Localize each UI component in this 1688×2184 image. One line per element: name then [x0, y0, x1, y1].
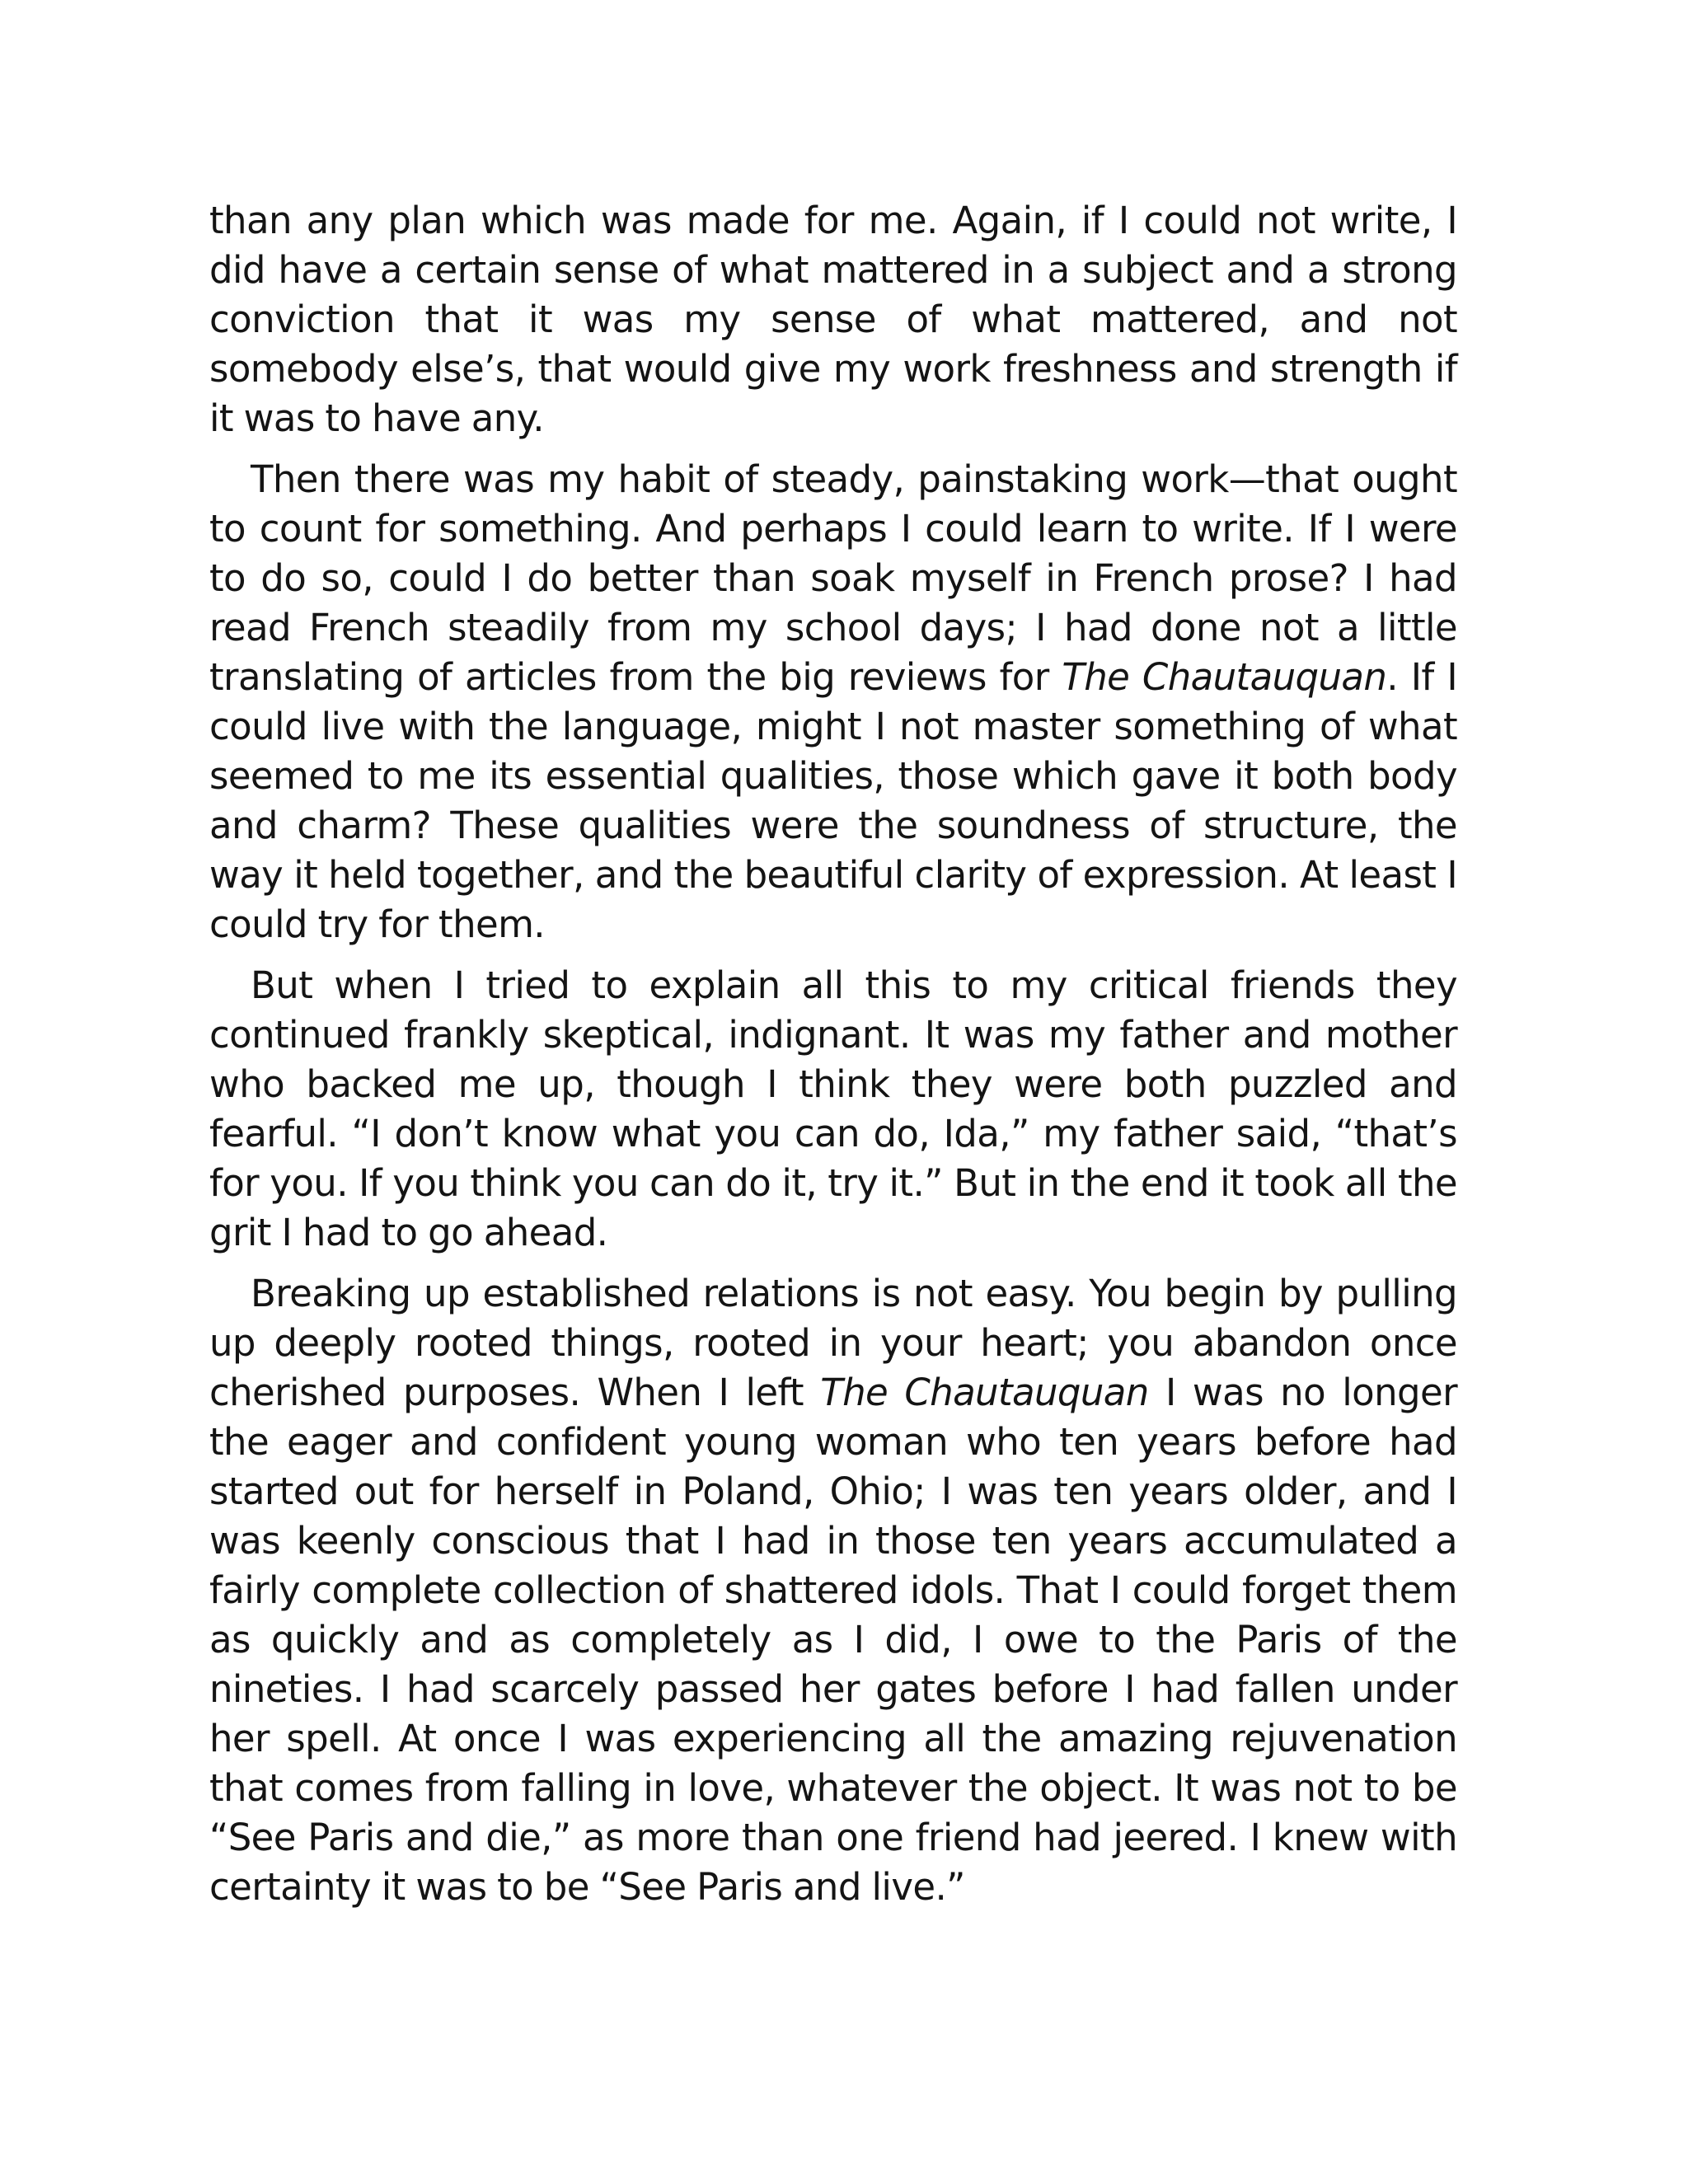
- paragraph-text: Then there was my habit of steady, painstaking work—that ought to count for something. And perhaps I could learn to write. If I were to do so, could I do better than soak myself in French prose? I had read French steadily from my school days; I had done not a little translating of articles from the big reviews for: [209, 457, 1457, 699]
- paragraph-text: I was no longer the eager and confident young woman who ten years before had started out for herself in Poland, Ohio; I was ten years older, and I was keenly conscious that I had in those ten years accumulated a fairly complete collection of shattered idols. That I could forget them as quickly and as completely as I did, I owe to the Paris of the nineties. I had scarcely passed her gates before I had fallen under her spell. At once I was experiencing all the amazing rejuvenation that comes from falling in love, whatever the object. It was not to be “See Paris and die,” as more than one friend had jeered. I knew with certainty it was to be “See Paris and live.”: [209, 1371, 1457, 1909]
- paragraph-text: . If I could live with the language, might I not master something of what seemed to me its essential qualities, those which gave it both body and charm? These qualities were the soundness of structure, the way it held together, and the beautiful clarity of expression. At least I could try for them.: [209, 655, 1457, 946]
- paragraph-text: But when I tried to explain all this to my critical friends they continued frankly skeptical, indignant. It was my father and mother who backed me up, though I think they were both puzzled and fearful. “I don’t know what you can do, Ida,” my father said, “that’s for you. If you think you can do it, try it.” But in the end it took all the grit I had to go ahead.: [209, 963, 1457, 1254]
- paragraph-2: [209, 455, 1457, 949]
- paragraph-1: [209, 196, 1457, 443]
- italic-title: The Chautauquan: [1062, 655, 1387, 699]
- paragraph-4: [209, 1269, 1457, 1912]
- paragraph-3: [209, 961, 1457, 1258]
- page-body: [209, 196, 1457, 1924]
- paragraph-text: than any plan which was made for me. Again, if I could not write, I did have a certain sense of what mattered in a subject and a strong conviction that it was my sense of what mattered, and not somebody else’s, that would give my work freshness and strength if it was to have any.: [209, 199, 1457, 440]
- paragraph-text: Breaking up established relations is not easy. You begin by pulling up deeply rooted things, rooted in your heart; you abandon once cherished purposes. When I left: [209, 1272, 1457, 1414]
- italic-title: The Chautauquan: [820, 1371, 1149, 1414]
